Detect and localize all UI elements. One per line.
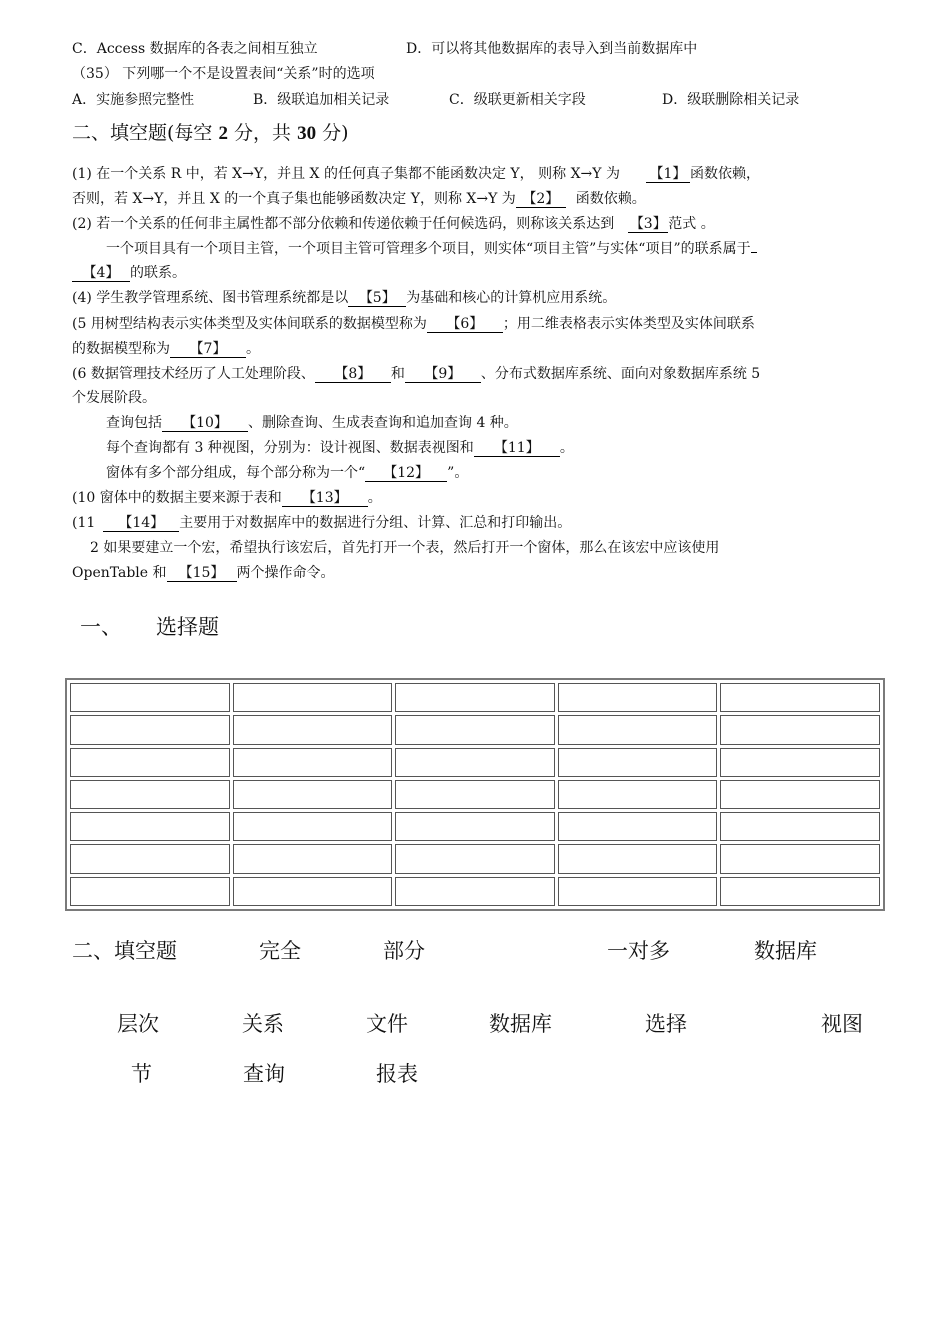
heading-points-each: 2	[218, 123, 228, 144]
blank-10: 【10】	[162, 416, 248, 432]
fill-line-14	[72, 489, 882, 507]
grid-row	[70, 780, 880, 809]
text: 窗体有多个部分组成，每个部分称为一个“	[106, 465, 366, 481]
answer-text: 查询	[243, 1062, 285, 1086]
answer-text: 一对多	[607, 939, 670, 963]
blank-4: 【4】	[72, 266, 130, 282]
grid-row	[70, 683, 880, 712]
grid-cell	[720, 683, 880, 712]
section-title: 选择题	[156, 615, 219, 639]
text: 两个操作命令。	[236, 565, 335, 581]
fill-line-1	[72, 165, 882, 183]
answer-text: 报表	[376, 1062, 418, 1086]
grid-cell	[395, 812, 555, 841]
blank-13: 【13】	[282, 491, 368, 507]
grid-row	[70, 715, 880, 744]
grid-cell	[233, 844, 393, 873]
grid-cell	[558, 812, 718, 841]
grid-cell	[395, 715, 555, 744]
blank-5: 【5】	[348, 291, 406, 307]
text: OpenTable 和	[72, 565, 167, 581]
fill-line-7	[72, 315, 882, 333]
text: 的数据模型称为	[72, 341, 170, 357]
q35-option-d: D．级联删除相关记录	[662, 92, 800, 108]
text: (4) 学生教学管理系统、图书管理系统都是以	[72, 290, 349, 306]
underline	[751, 252, 757, 253]
fill-line-13	[106, 464, 916, 482]
grid-cell	[70, 683, 230, 712]
answer-text: 数据库	[489, 1012, 552, 1036]
grid-cell	[395, 877, 555, 906]
text: 、分布式数据库系统、面向对象数据库系统 5	[480, 366, 761, 382]
grid-cell	[558, 748, 718, 777]
fill-line-2	[72, 190, 882, 208]
choice-c-top: C．Access 数据库的各表之间相互独立	[72, 41, 318, 57]
text: 一个项目具有一个项目主管，一个项目主管可管理多个项目，则实体“项目主管”与实体“项目”的联系属于	[106, 241, 751, 257]
text: 为基础和核心的计算机应用系统。	[406, 290, 617, 306]
heading-suffix: 分)	[322, 122, 349, 144]
answer-text: 视图	[821, 1012, 863, 1036]
grid-cell	[395, 844, 555, 873]
fill-line-6	[72, 289, 882, 307]
text: 否则，若 X→Y，并且 X 的一个真子集也能够函数决定 Y，则称 X→Y 为	[72, 191, 516, 207]
grid-cell	[70, 812, 230, 841]
blank-6: 【6】	[427, 317, 503, 333]
blank-9: 【9】	[405, 367, 481, 383]
fill-line-15	[72, 514, 882, 532]
grid-cell	[233, 715, 393, 744]
q35-option-b: B．级联追加相关记录	[253, 92, 390, 108]
question-35-stem: （35） 下列哪一个不是设置表间“关系”时的选项	[72, 66, 375, 82]
text: 。	[367, 490, 382, 506]
text: 范式 。	[668, 216, 715, 232]
grid-cell	[70, 844, 230, 873]
grid-row	[70, 812, 880, 841]
fill-line-10: 个发展阶段。	[72, 390, 156, 406]
text: (10 窗体中的数据主要来源于表和	[72, 490, 282, 506]
grid-cell	[233, 780, 393, 809]
q35-option-a: A．实施参照完整性	[72, 92, 195, 108]
answer-text: 节	[131, 1062, 152, 1086]
grid-cell	[395, 683, 555, 712]
answer-text: 层次	[117, 1012, 159, 1036]
answer-text: 选择	[645, 1012, 687, 1036]
grid-cell	[720, 748, 880, 777]
blank-7: 【7】	[170, 342, 246, 358]
answer-grid	[65, 678, 885, 911]
grid-cell	[720, 780, 880, 809]
fill-line-11	[106, 414, 916, 432]
fill-line-4	[106, 240, 916, 258]
blank-1: 【1】	[646, 167, 690, 183]
grid-cell	[558, 844, 718, 873]
grid-cell	[720, 844, 880, 873]
fill-line-5	[72, 264, 882, 282]
answer-section-2-heading: 二、填空题	[72, 939, 177, 963]
grid-row	[70, 748, 880, 777]
blank-14: 【14】	[103, 516, 179, 532]
text: 函数依赖，	[689, 166, 760, 182]
fill-line-17	[72, 564, 882, 582]
grid-cell	[70, 748, 230, 777]
text: 、删除查询、生成表查询和追加查询 4 种。	[248, 415, 518, 431]
grid-row	[70, 844, 880, 873]
q35-option-c: C．级联更新相关字段	[449, 92, 586, 108]
blank-3: 【3】	[629, 216, 667, 232]
grid-cell	[558, 715, 718, 744]
answer-text: 完全	[259, 939, 301, 963]
answer-text: 文件	[366, 1012, 408, 1036]
grid-cell	[720, 877, 880, 906]
text: (1) 在一个关系 R 中，若 X→Y，并且 X 的任何真子集都不能函数决定 Y， 则称 X→Y 为	[72, 166, 620, 182]
text: 函数依赖。	[575, 191, 646, 207]
grid-cell	[70, 877, 230, 906]
text: ”。	[447, 465, 469, 481]
heading-points-total: 30	[297, 123, 317, 144]
grid-cell	[233, 683, 393, 712]
text: (5 用树型结构表示实体类型及实体间联系的数据模型称为	[72, 316, 427, 332]
answer-text: 关系	[242, 1012, 284, 1036]
text: 每个查询都有 3 种视图，分别为：设计视图、数据表视图和	[106, 440, 474, 456]
text: (2) 若一个关系的任何非主属性都不部分依赖和传递依赖于任何候选码，则称该关系达到	[72, 216, 615, 232]
grid-cell	[558, 683, 718, 712]
text: 主要用于对数据库中的数据进行分组、计算、汇总和打印输出。	[179, 515, 572, 531]
grid-cell	[395, 748, 555, 777]
fill-line-8	[72, 340, 882, 358]
grid-cell	[395, 780, 555, 809]
grid-row	[70, 877, 880, 906]
section-number: 一、	[80, 615, 122, 639]
heading-prefix: 二、填空题(每空	[72, 122, 213, 144]
choice-d-top: D．可以将其他数据库的表导入到当前数据库中	[406, 41, 698, 57]
answer-text: 数据库	[754, 939, 817, 963]
text: (6 数据管理技术经历了人工处理阶段、	[72, 366, 315, 382]
grid-cell	[233, 877, 393, 906]
fill-line-9	[72, 365, 882, 383]
section-2-heading	[72, 120, 349, 147]
blank-11: 【11】	[474, 441, 560, 457]
grid-cell	[70, 715, 230, 744]
grid-cell	[233, 812, 393, 841]
blank-12: 【12】	[365, 466, 447, 482]
fill-line-3	[72, 215, 882, 233]
grid-cell	[558, 780, 718, 809]
grid-cell	[70, 780, 230, 809]
grid-cell	[558, 877, 718, 906]
fill-line-12	[106, 439, 916, 457]
grid-cell	[720, 715, 880, 744]
text: ；用二维表格表示实体类型及实体间联系	[502, 316, 755, 332]
text: (11	[72, 515, 96, 531]
blank-8: 【8】	[315, 367, 391, 383]
fill-line-16: 2 如果要建立一个宏，希望执行该宏后，首先打开一个表，然后打开一个窗体，那么在该宏中应该使用	[90, 540, 720, 556]
grid-cell	[720, 812, 880, 841]
blank-15: 【15】	[167, 566, 237, 582]
text: 。	[559, 440, 574, 456]
answer-section-1-heading	[80, 613, 219, 641]
text: 的联系。	[130, 265, 186, 281]
text: 和	[390, 366, 405, 382]
blank-2: 【2】	[516, 192, 566, 208]
text: 查询包括	[106, 415, 162, 431]
answer-text: 部分	[383, 939, 425, 963]
text: 。	[246, 341, 260, 357]
grid-cell	[233, 748, 393, 777]
heading-mid: 分，共	[234, 122, 292, 144]
